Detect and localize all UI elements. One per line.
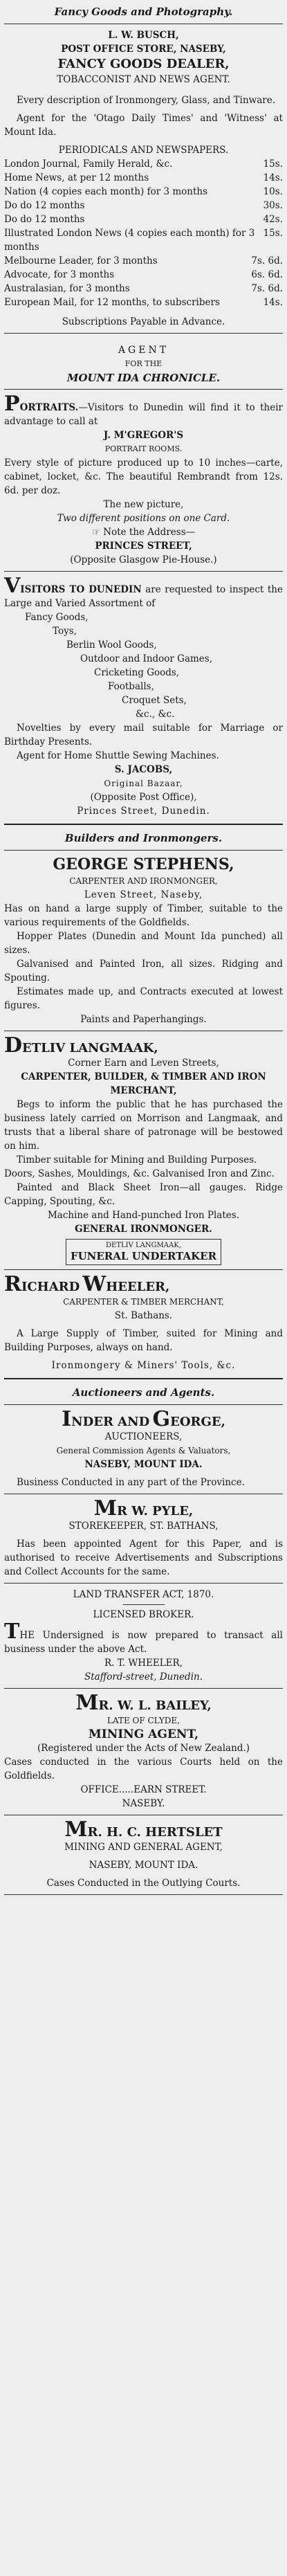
periodical-price: 10s. <box>263 186 283 197</box>
langmaak-trade: CARPENTER, BUILDER, & TIMBER AND IRON MERCHANT, <box>21 1071 266 1096</box>
section-heading-builders: Builders and Ironmongers. <box>64 832 223 844</box>
busch-every: Every description of Ironmongery, Glass, and Tinware. <box>17 95 275 106</box>
visitors-advert <box>4 576 283 818</box>
divider <box>4 1894 283 1895</box>
item-fancy: Fancy Goods, <box>25 612 89 623</box>
land-transfer-advert <box>4 1588 283 1684</box>
bailey-office: OFFICE.....EARN STREET. <box>80 1784 207 1795</box>
bailey-late: LATE OF CLYDE, <box>107 1716 180 1725</box>
periodical-row <box>4 226 283 254</box>
pyle-name: MR W. PYLE, <box>93 1496 194 1521</box>
busch-office: POST OFFICE STORE, NASEBY, <box>61 44 226 55</box>
land-body: THE Undersigned is now prepared to transact all business under the above Act. <box>4 1620 283 1655</box>
original-bazaar: Original Bazaar, <box>104 779 183 788</box>
mcgregor-name: J. M'GREGOR'S <box>103 430 184 441</box>
periodical-price: 42s. <box>263 214 283 225</box>
langmaak-machine: Machine and Hand-punched Iron Plates. <box>47 1210 239 1221</box>
inder-naseby: NASEBY, MOUNT IDA. <box>84 1459 203 1470</box>
langmaak-painted: Painted and Black Sheet Iron—all gauges. Ridge Capping, Spouting, &c. <box>4 1182 283 1207</box>
hertslet-cases: Cases Conducted in the Outlying Courts. <box>46 1878 241 1889</box>
periodical-title: European Mail, for 12 months, to subscribers <box>4 297 220 308</box>
langmaak-begs: Begs to inform the public that he has purchased the business lately carried on Morrison and Langmaak, and trusts that a liberal share of patronage will be bestowed on him. <box>4 1099 283 1152</box>
stephens-estimates: Estimates made up, and Contracts executed at lowest figures. <box>4 986 283 1011</box>
stephens-galv: Galvanised and Painted Iron, all sizes. Ridging and Spouting. <box>4 959 283 983</box>
periodical-title: Do do 12 months <box>4 200 85 211</box>
chronicle-label: MOUNT IDA CHRONICLE. <box>66 372 221 384</box>
inder-business: Business Conducted in any part of the Province. <box>17 1477 245 1488</box>
bailey-advert <box>4 1693 283 1811</box>
for-the-label: FOR THE <box>124 359 163 368</box>
agent-label: AGENT <box>118 345 169 356</box>
langmaak-timber: Timber suitable for Mining and Building Purposes. <box>17 1154 257 1165</box>
section-heading-fancy-goods: Fancy Goods and Photography. <box>54 6 233 18</box>
divider <box>4 571 283 572</box>
periodical-price: 14s. <box>263 297 283 308</box>
note-address: ☞ Note the Address— <box>91 527 196 538</box>
wheeler-advert <box>4 1274 283 1372</box>
divider <box>4 389 283 390</box>
undertaker-big: FUNERAL UNDERTAKER <box>70 1250 217 1262</box>
langmaak-advert <box>4 1035 283 1265</box>
periodical-row <box>4 282 283 296</box>
inder-advert <box>4 1409 283 1489</box>
langmaak-general: GENERAL IRONMONGER. <box>75 1224 212 1235</box>
land-act: LAND TRANSFER ACT, 1870. <box>73 1589 214 1600</box>
item-etc: &c., &c. <box>136 709 175 720</box>
portrait-rooms: PORTRAIT ROOMS. <box>104 444 183 453</box>
divider <box>4 824 283 825</box>
wheeler-place: St. Bathans. <box>114 1310 173 1321</box>
divider <box>4 850 283 851</box>
periodical-title: Advocate, for 3 months <box>4 269 115 280</box>
periodical-price: 14s. <box>263 172 283 183</box>
item-berlin: Berlin Wool Goods, <box>66 640 157 651</box>
wheeler-trade: CARPENTER & TIMBER MERCHANT, <box>63 1297 224 1307</box>
two-positions: Two different positions on one Card. <box>57 513 230 524</box>
princes-street: PRINCES STREET, <box>95 541 192 552</box>
agent-block <box>4 343 283 385</box>
periodical-row <box>4 185 283 199</box>
bailey-registered: (Registered under the Acts of New Zealand.) <box>37 1743 250 1754</box>
bailey-name: MR. W. L. BAILEY, <box>75 1691 212 1715</box>
section-heading-auctioneers: Auctioneers and Agents. <box>72 1386 215 1399</box>
divider <box>4 1269 283 1270</box>
periodical-title: Melbourne Leader, for 3 months <box>4 255 158 266</box>
jacobs-name: S. JACOBS, <box>114 764 173 775</box>
periodical-title: Do do 12 months <box>4 214 85 225</box>
agent-home: Agent for Home Shuttle Sewing Machines. <box>17 750 219 761</box>
periodical-title: Australasian, for 3 months <box>4 283 130 294</box>
wheeler-supply: A Large Supply of Timber, suited for Mining and Building Purposes, always on hand. <box>4 1328 283 1353</box>
bailey-mining: MINING AGENT, <box>88 1727 199 1741</box>
divider <box>4 333 283 334</box>
portraits-advert <box>4 394 283 567</box>
periodical-row <box>4 199 283 212</box>
opposite-pie-house: (Opposite Glasgow Pie-House.) <box>70 554 217 565</box>
wheeler-iron: Ironmongery & Miners' Tools, &c. <box>51 1360 236 1371</box>
divider <box>4 1404 283 1405</box>
undertaker-small: DETLIV LANGMAAK, <box>106 1242 181 1249</box>
stephens-has-hand: Has on hand a large supply of Timber, suitable to the various requirements of the Goldfields. <box>4 903 283 928</box>
busch-subscriptions: Subscriptions Payable in Advance. <box>62 316 225 327</box>
divider <box>4 1583 283 1584</box>
periodical-title: Illustrated London News (4 copies each month) for 3 months <box>4 228 255 253</box>
periodical-price: 30s. <box>263 200 283 211</box>
item-toys: Toys, <box>53 626 77 637</box>
periodical-title: London Journal, Family Herald, &c. <box>4 158 173 170</box>
periodical-price: 6s. 6d. <box>251 269 283 280</box>
land-broker: LICENSED BROKER. <box>93 1609 194 1620</box>
periodical-title: Home News, at per 12 months <box>4 172 149 183</box>
pointing-hand-icon: ☞ <box>91 527 104 538</box>
busch-agent-for: Agent for the 'Otago Daily Times' and 'Witness' at Mount Ida. <box>4 113 283 138</box>
visitors-intro: VISITORS TO DUNEDIN are requested to inspect the Large and Varied Assortment of <box>4 574 283 609</box>
langmaak-doors: Doors, Sashes, Mouldings, &c. Galvanised Iron and Zinc. <box>4 1168 275 1179</box>
periodical-row <box>4 212 283 226</box>
hertslet-trade: MINING AND GENERAL AGENT, <box>64 1842 223 1853</box>
periodical-price: 7s. 6d. <box>251 255 283 266</box>
busch-periodicals: PERIODICALS AND NEWSPAPERS. <box>58 145 229 156</box>
periodical-row <box>4 268 283 282</box>
inder-name: INDER AND GEORGE, <box>62 1407 225 1431</box>
divider <box>4 1688 283 1689</box>
novelties: Novelties by every mail suitable for Marriage or Birthday Presents. <box>4 723 283 747</box>
periodical-row <box>4 157 283 171</box>
hertslet-advert <box>4 1817 283 1890</box>
periodical-title: Nation (4 copies each month) for 3 months <box>4 186 208 197</box>
item-foot: Footballs, <box>108 681 154 692</box>
periodical-price: 15s. <box>263 158 283 170</box>
stephens-advert <box>4 855 283 1026</box>
busch-advert <box>4 28 283 329</box>
portraits-body: Every style of picture produced up to 10 inches—carte, cabinet, locket, &c. The beautiful Rembrandt from 12s. 6d. per doz. <box>4 457 283 496</box>
inder-general: General Commission Agents & Valuators, <box>56 1446 231 1455</box>
langmaak-name: DETLIV LANGMAAK, <box>4 1033 158 1058</box>
bailey-naseby: NASEBY. <box>122 1798 165 1809</box>
periodical-row <box>4 296 283 309</box>
busch-fancy-goods-dealer: FANCY GOODS DEALER, <box>57 57 230 71</box>
busch-name: L. W. BUSCH, <box>108 30 179 41</box>
busch-agent-line: TOBACCONIST AND NEWS AGENT. <box>57 74 230 85</box>
pyle-advert <box>4 1498 283 1579</box>
item-croquet: Croquet Sets, <box>122 695 187 706</box>
busch-periodical-list <box>4 157 283 309</box>
pyle-trade: STOREKEEPER, ST. BATHANS, <box>68 1521 219 1532</box>
item-cricket: Cricketing Goods, <box>94 667 180 678</box>
periodical-row <box>4 254 283 268</box>
undertaker-box <box>4 1239 283 1265</box>
divider <box>4 1378 283 1379</box>
langmaak-corner: Corner Earn and Leven Streets, <box>68 1058 219 1069</box>
stephens-name: GEORGE STEPHENS, <box>53 855 234 873</box>
stephens-paints: Paints and Paperhangings. <box>80 1014 207 1025</box>
periodical-row <box>4 171 283 185</box>
periodical-price: 15s. <box>263 228 283 239</box>
stephens-street: Leven Street, Naseby, <box>84 889 203 900</box>
divider <box>123 1604 165 1605</box>
stephens-hopper: Hopper Plates (Dunedin and Mount Ida punched) all sizes. <box>4 931 283 956</box>
opposite-po: (Opposite Post Office), <box>90 792 197 803</box>
periodical-price: 7s. 6d. <box>251 283 283 294</box>
item-outdoor: Outdoor and Indoor Games, <box>80 653 213 664</box>
inder-auctioneers: AUCTIONEERS, <box>104 1431 183 1442</box>
hertslet-name: MR. H. C. HERTSLET <box>64 1817 223 1842</box>
land-name: R. T. WHEELER, <box>104 1658 183 1669</box>
wheeler-name: RICHARD WHEELER, <box>4 1272 170 1296</box>
new-picture: The new picture, <box>103 499 184 510</box>
bailey-cases: Cases conducted in the various Courts held on the Goldfields. <box>4 1757 283 1781</box>
princes-st: Princes Street, Dunedin. <box>77 806 210 817</box>
portraits-intro: PORTRAITS.—Visitors to Dunedin will find it to their advantage to call at <box>4 392 283 427</box>
land-addr: Stafford-street, Dunedin. <box>84 1671 203 1682</box>
stephens-trade: CARPENTER AND IRONMONGER, <box>69 876 218 886</box>
pyle-appointed: Has been appointed Agent for this Paper, and is authorised to receive Advertisements and Subscriptions and Collect Accounts for the same. <box>4 1539 283 1577</box>
hertslet-place: NASEBY, MOUNT IDA. <box>89 1860 198 1871</box>
